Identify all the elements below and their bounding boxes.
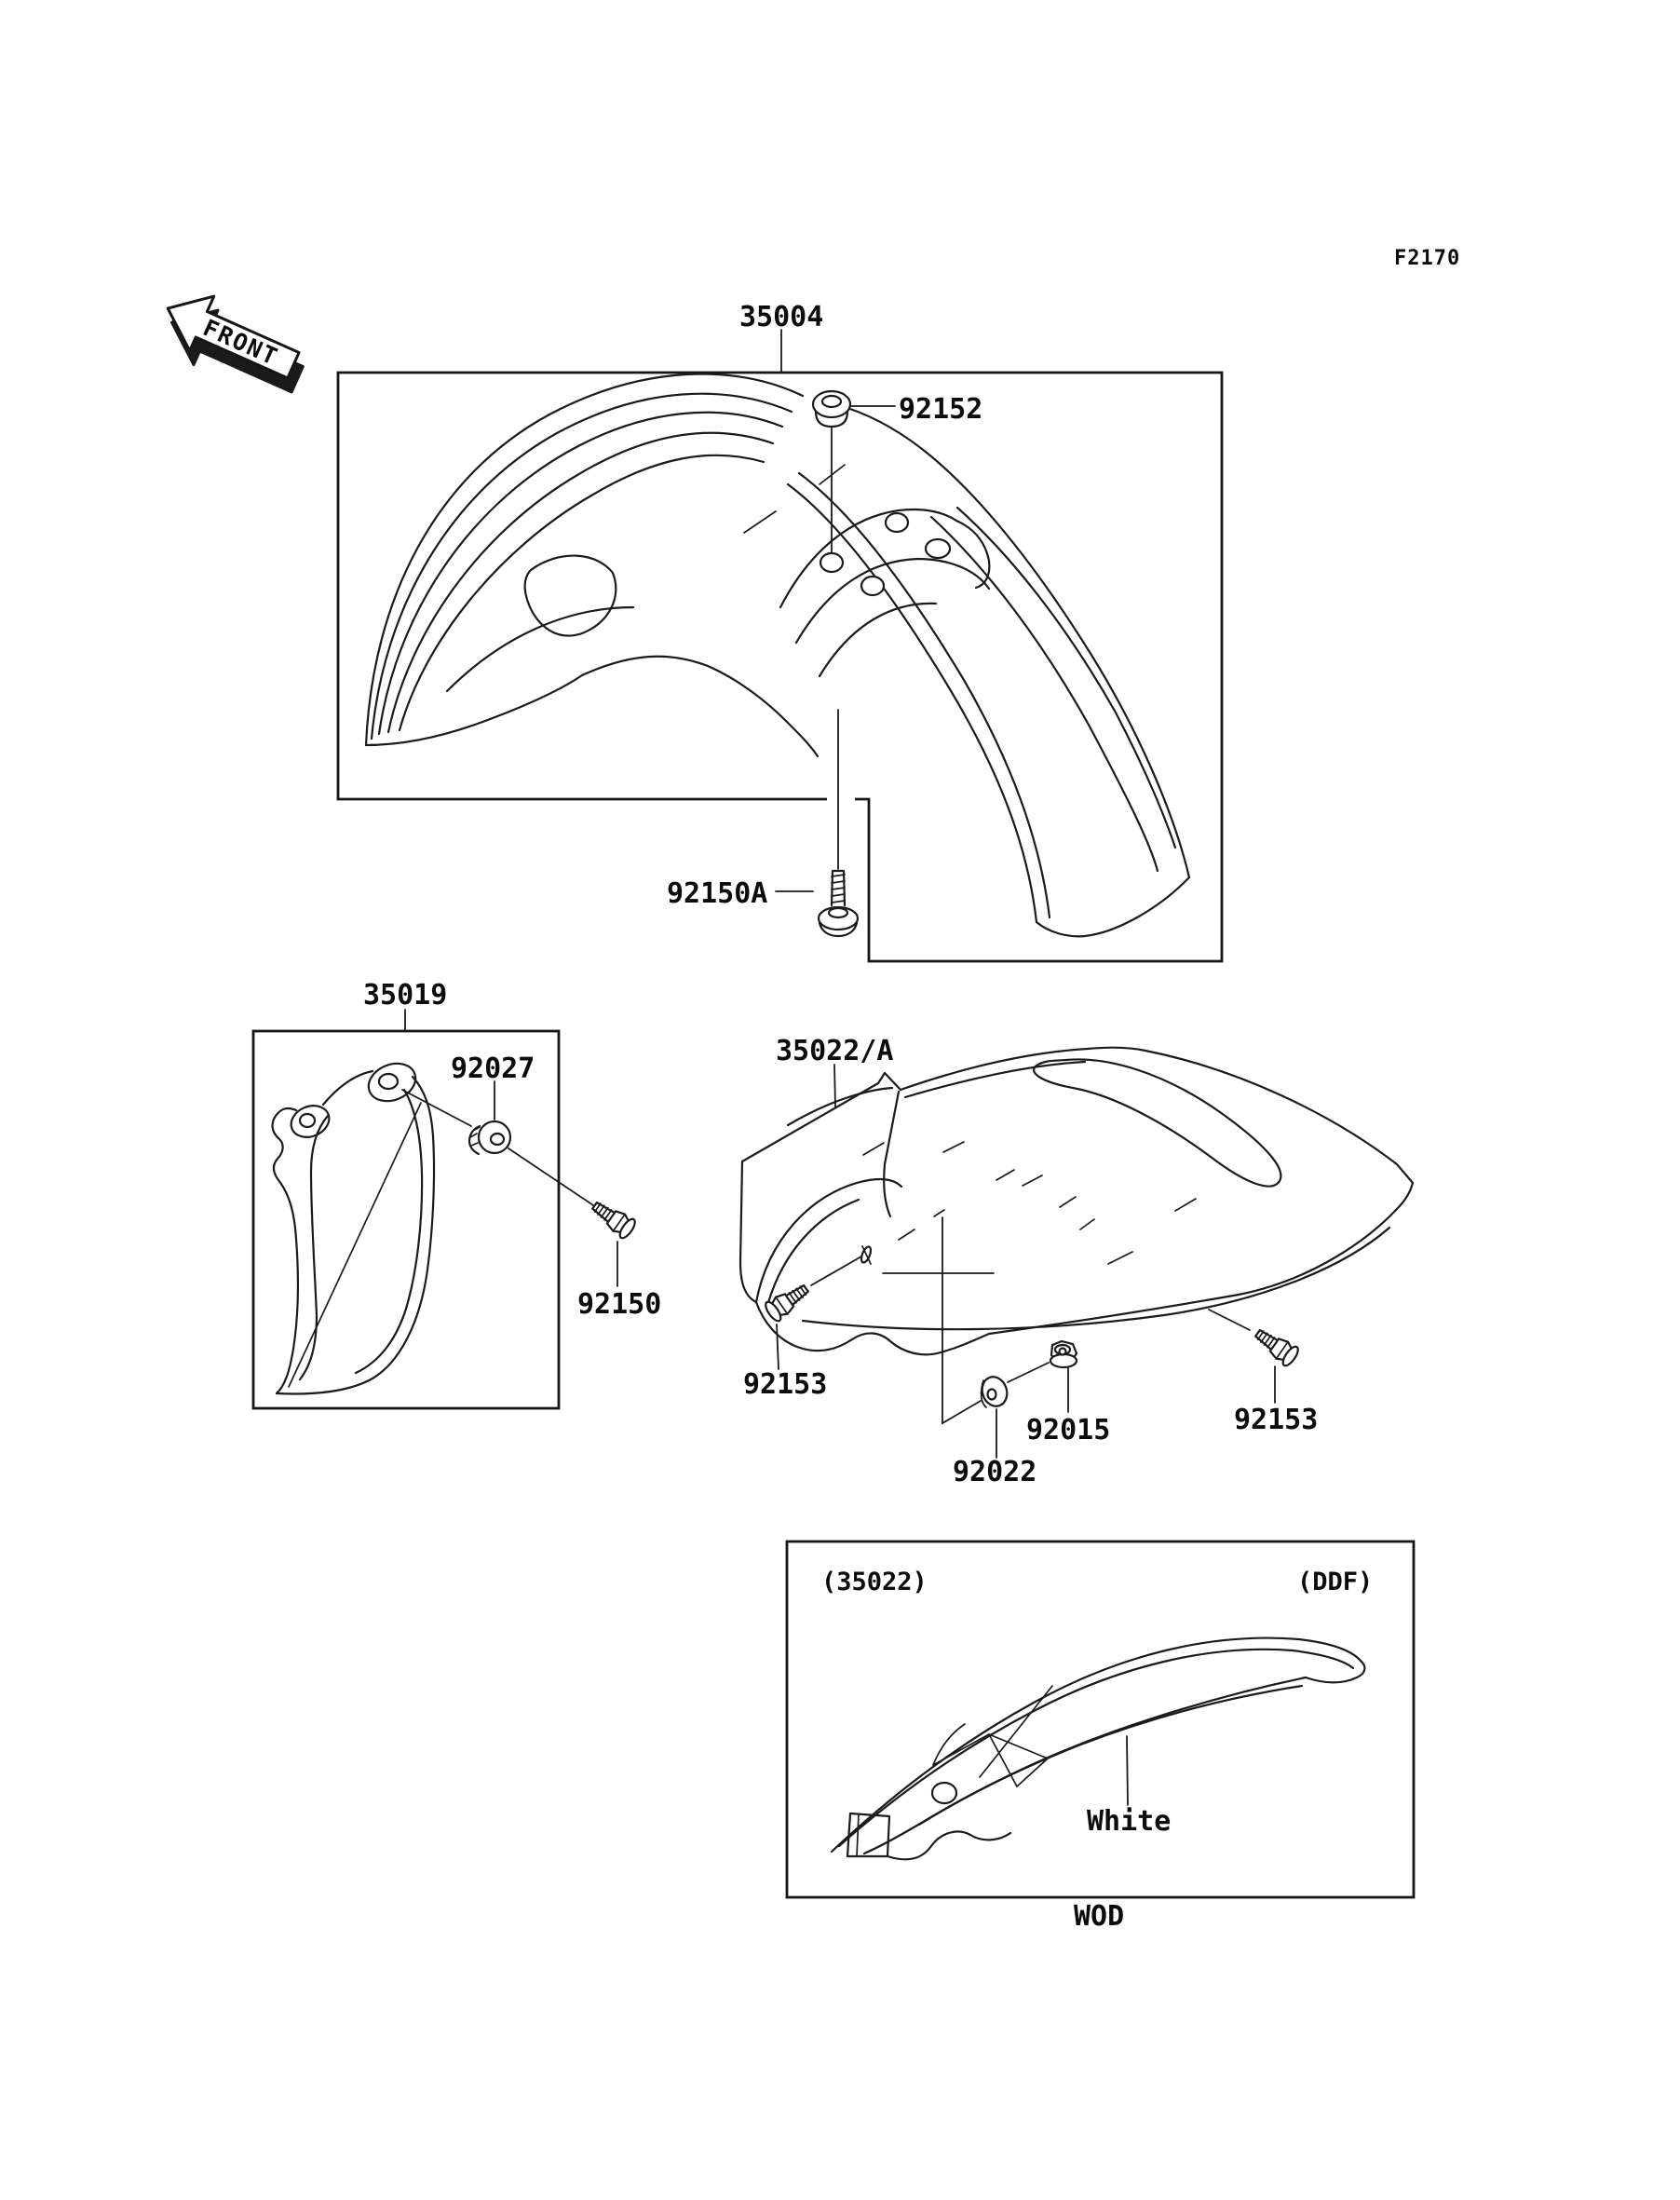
callout-bolt-rear-right: 92153	[1234, 1404, 1319, 1436]
damper-92027	[469, 1121, 510, 1154]
front-arrow-label: FRONT	[198, 314, 283, 372]
variant-part-ref: (35022)	[821, 1568, 928, 1596]
nut-92015	[1050, 1341, 1077, 1367]
callout-damper-grommet: 92027	[451, 1052, 535, 1085]
front-fender-group	[338, 301, 1222, 961]
variant-color-name: White	[1087, 1805, 1172, 1838]
figure-code: F2170	[1394, 247, 1461, 270]
rear-fender-group	[740, 1035, 1413, 1488]
grommet-92152	[813, 391, 850, 427]
callout-grommet-front: 92152	[899, 393, 983, 426]
callout-washer-rear: 92022	[953, 1456, 1037, 1488]
fork-guard-art	[273, 1057, 435, 1394]
front-direction-arrow-icon	[151, 281, 314, 406]
bolt-92153-right	[1252, 1324, 1301, 1368]
rear-fender-art	[740, 1048, 1413, 1355]
variant-option-code: (DDF)	[1297, 1568, 1374, 1596]
variant-color-code: WOD	[1074, 1900, 1125, 1933]
front-fender-art	[366, 373, 1189, 936]
callout-fork-guard: 35019	[363, 979, 448, 1012]
callout-front-fender: 35004	[739, 301, 824, 333]
washer-92022	[979, 1374, 1011, 1409]
callout-bolt-rear-left: 92153	[743, 1368, 828, 1401]
screw-92150A	[819, 871, 858, 936]
callout-bolt-fork-guard: 92150	[577, 1288, 662, 1321]
callout-screw-front-fender: 92150A	[667, 877, 768, 910]
bolt-92150	[589, 1197, 638, 1241]
bolt-92153-left	[763, 1280, 812, 1324]
variant-box-group	[787, 1541, 1414, 1933]
callout-rear-fender: 35022/A	[776, 1035, 894, 1067]
fork-guard-group	[253, 979, 661, 1408]
callout-nut-rear: 92015	[1026, 1414, 1111, 1446]
